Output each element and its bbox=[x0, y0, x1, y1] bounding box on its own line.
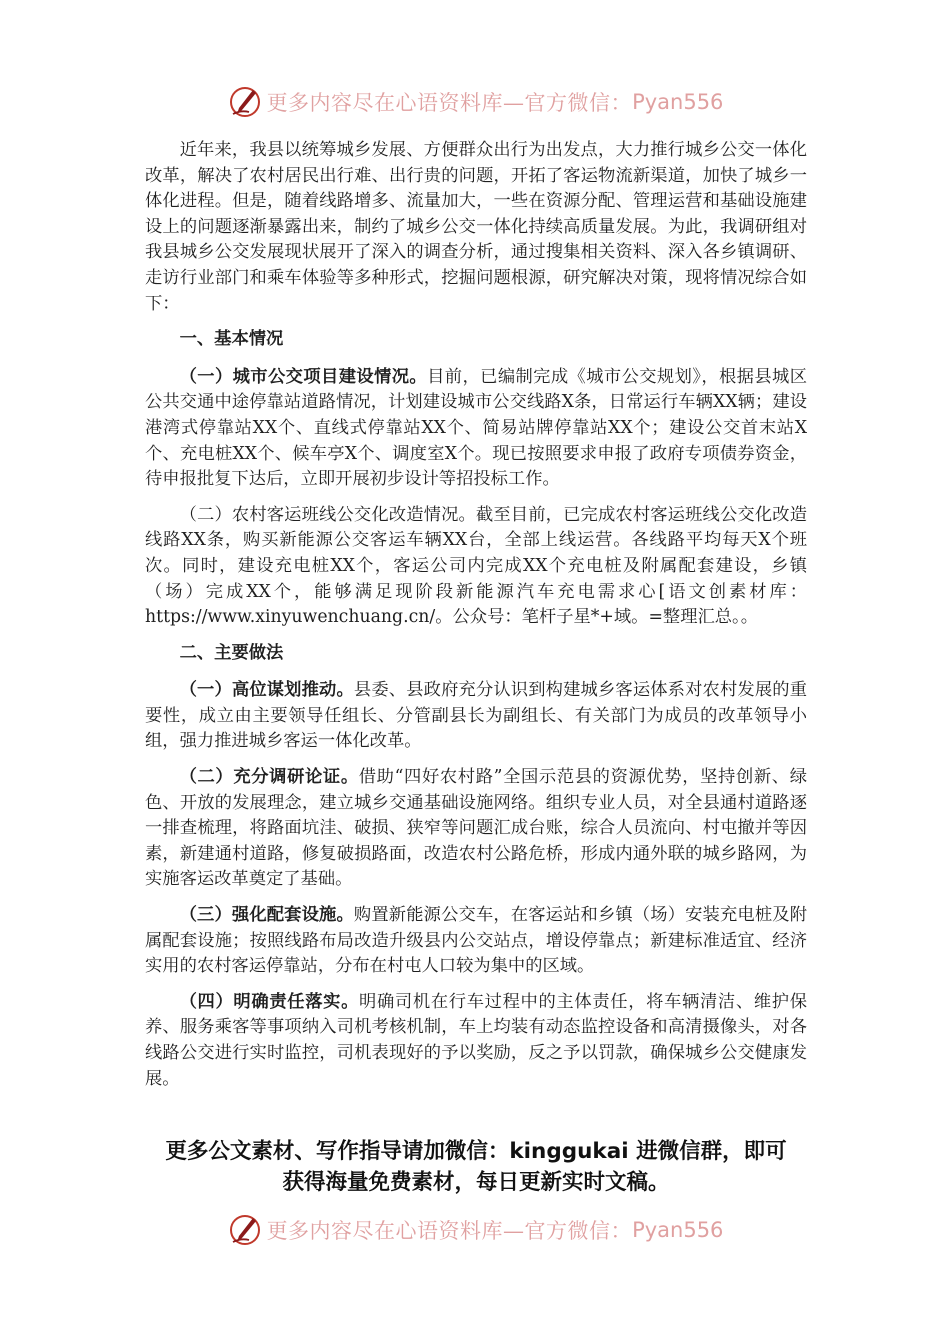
practice-body: 购置新能源公交车，在客运站和乡镇（场）安装充电桩及附属配套设施；按照线路布局改造升级县内公交站点，增设停靠点；新建标准适宜、经济实用的农村客运停靠站，分布在村屯人口较为集中的区域。 bbox=[145, 905, 807, 977]
footer-watermark-text: 更多内容尽在心语资料库—官方微信： bbox=[266, 1219, 633, 1243]
promo-line-1: 更多公文素材、写作指导请加微信：kinggukai 进微信群，即可 bbox=[165, 1139, 787, 1164]
footer-watermark bbox=[0, 1210, 950, 1250]
header-watermark-text: 更多内容尽在心语资料库—官方微信： bbox=[266, 91, 633, 115]
paragraph-rural-bus: （二）农村客运班线公交化改造情况。截至目前，已完成农村客运班线公交化改造线路XX条，购买新能源公交客运车辆XX台，全部上线运营。各线路平均每天X个班次。同时，建设充电桩XX个，客运公司内完成XX个充电桩及附属配套建设，乡镇（场）完成XX个，能够满足现阶段新能源汽车充电需求心[语文创素材库：https://www.xinyuwenchuang.cn/。公众号：笔杆子星*+域。=整理汇总。。 bbox=[145, 504, 807, 628]
section-heading-basic: 一、基本情况 bbox=[179, 329, 284, 350]
promo-notice bbox=[120, 1136, 832, 1198]
promo-line-2: 获得海量免费素材，每日更新实时文稿。 bbox=[282, 1170, 670, 1195]
header-watermark bbox=[0, 82, 950, 122]
practice-item bbox=[145, 765, 807, 893]
footer-wechat-id: Pyan556 bbox=[632, 1218, 724, 1242]
document-body bbox=[145, 138, 807, 1102]
practice-body: 县委、县政府充分认识到构建城乡客运体系对农村发展的重要性，成立由主要领导任组长、分管副县长为副组长、有关部门为成员的改革领导小组，强力推进城乡客运一体化改革。 bbox=[145, 680, 807, 752]
practice-item bbox=[145, 990, 807, 1092]
practice-lead: （一）高位谋划推动。 bbox=[179, 680, 354, 701]
header-wechat-id: Pyan556 bbox=[632, 90, 724, 114]
paragraph-city-bus bbox=[145, 365, 807, 493]
intro-paragraph: 近年来，我县以统筹城乡发展、方便群众出行为出发点，大力推行城乡公交一体化改革，解决了农村居民出行难、出行贵的问题，开拓了客运物流新渠道，加快了城乡一体化进程。但是，随着线路增多、流量加大，一些在资源分配、管理运营和基础设施建设上的问题逐渐暴露出来，制约了城乡公交一体化持续高质量发展。为此，我调研组对我县城乡公交发展现状展开了深入的调查分析，通过搜集相关资料、深入各乡镇调研、走访行业部门和乘车体验等多种形式，挖掘问题根源，研究解决对策，现将情况综合如下： bbox=[145, 140, 807, 314]
practice-item bbox=[145, 678, 807, 755]
practice-lead: （二）充分调研论证。 bbox=[179, 767, 359, 788]
paragraph-lead: （一）城市公交项目建设情况。 bbox=[179, 366, 428, 387]
practice-lead: （四）明确责任落实。 bbox=[179, 991, 360, 1012]
section-heading-practices: 二、主要做法 bbox=[179, 642, 284, 663]
quill-logo-icon bbox=[227, 1212, 263, 1248]
quill-logo-icon bbox=[227, 84, 263, 120]
practice-lead: （三）强化配套设施。 bbox=[179, 905, 354, 926]
paragraph-body: 目前，已编制完成《城市公交规划》，根据县城区公共交通中途停靠站道路情况，计划建设城市公交线路X条，日常运行车辆XX辆；建设港湾式停靠站XX个、直线式停靠站XX个、简易站牌停靠站XX个；建设公交首末站X个、充电桩XX个、候车亭X个、调度室X个。现已按照要求申报了政府专项债券资金，待申报批复下达后，立即开展初步设计等招投标工作。 bbox=[145, 366, 807, 490]
practice-body: 明确司机在行车过程中的主体责任，将车辆清洁、维护保养、服务乘客等事项纳入司机考核机制，车上均装有动态监控设备和高清摄像头，对各线路公交进行实时监控，司机表现好的予以奖励，反之予以罚款，确保城乡公交健康发展。 bbox=[145, 991, 807, 1089]
practice-body: 借助“四好农村路”全国示范县的资源优势，坚持创新、绿色、开放的发展理念，建立城乡交通基础设施网络。组织专业人员，对全县通村道路逐一排查梳理，将路面坑洼、破损、狭窄等问题汇成台账，综合人员流向、村屯撤并等因素，新建通村道路，修复破损路面，改造农村公路危桥，形成内通外联的城乡路网，为实施客运改革奠定了基础。 bbox=[145, 767, 807, 890]
practice-item bbox=[145, 903, 807, 980]
